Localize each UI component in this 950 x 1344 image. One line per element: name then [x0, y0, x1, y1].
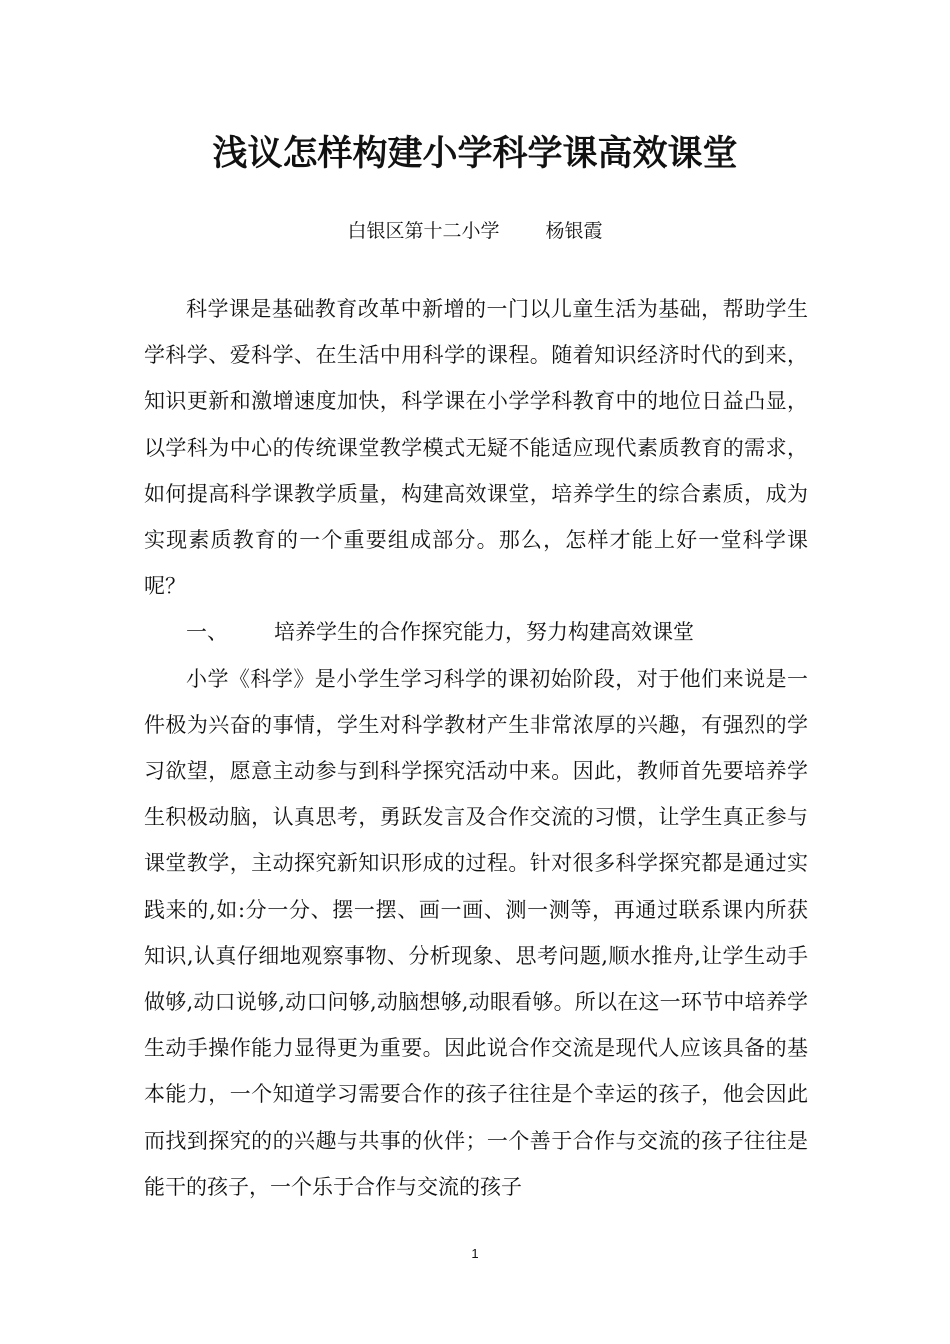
section-paragraph: 小学《科学》是小学生学习科学的课初始阶段，对于他们来说是一件极为兴奋的事情，学生对科学教材产生非常浓厚的兴趣，有强烈的学习欲望，愿意主动参与到科学探究活动中来。因此，教师首先要培养学生积极动脑，认真思考，勇跃发言及合作交流的习惯，让学生真正参与课堂教学，主动探究新知识形成的过程。针对很多科学探究都是通过实践来的,如:分一分、摆一摆、画一画、测一测等，再通过联系课内所获知识,认真仔细地观察事物、分析现象、思考问题,顺水推舟,让学生动手做够,动口说够,动口问够,动脑想够,动眼看够。所以在这一环节中培养学生动手操作能力显得更为重要。因此说合作交流是现代人应该具备的基本能力，一个知道学习需要合作的孩子往往是个幸运的孩子，他会因此而找到探究的的兴趣与共事的伙伴；一个善于合作与交流的孩子往往是能干的孩子，一个乐于合作与交流的孩子 [144, 666, 808, 1199]
author-name: 杨银霞 [545, 220, 603, 242]
intro-paragraph: 科学课是基础教育改革中新增的一门以儿童生活为基础，帮助学生学科学、爱科学、在生活中用科学的课程。随着知识经济时代的到来，知识更新和激增速度加快，科学课在小学学科教育中的地位日益凸显，以学科为中心的传统课堂教学模式无疑不能适应现代素质教育的需求，如何提高科学课教学质量，构建高效课堂，培养学生的综合素质，成为实现素质教育的一个重要组成部分。那么，怎样才能上好一堂科学课呢？ [144, 297, 808, 599]
byline [0, 217, 950, 245]
document-body [144, 286, 808, 1210]
document-title: 浅议怎样构建小学科学课高效课堂 [212, 134, 738, 174]
section-number: 一、 [186, 620, 228, 645]
section-heading-text: 培养学生的合作探究能力，努力构建高效课堂 [274, 620, 694, 645]
section-heading [144, 609, 808, 655]
author-school: 白银区第十二小学 [347, 220, 500, 242]
page-number: 1 [471, 1246, 479, 1261]
